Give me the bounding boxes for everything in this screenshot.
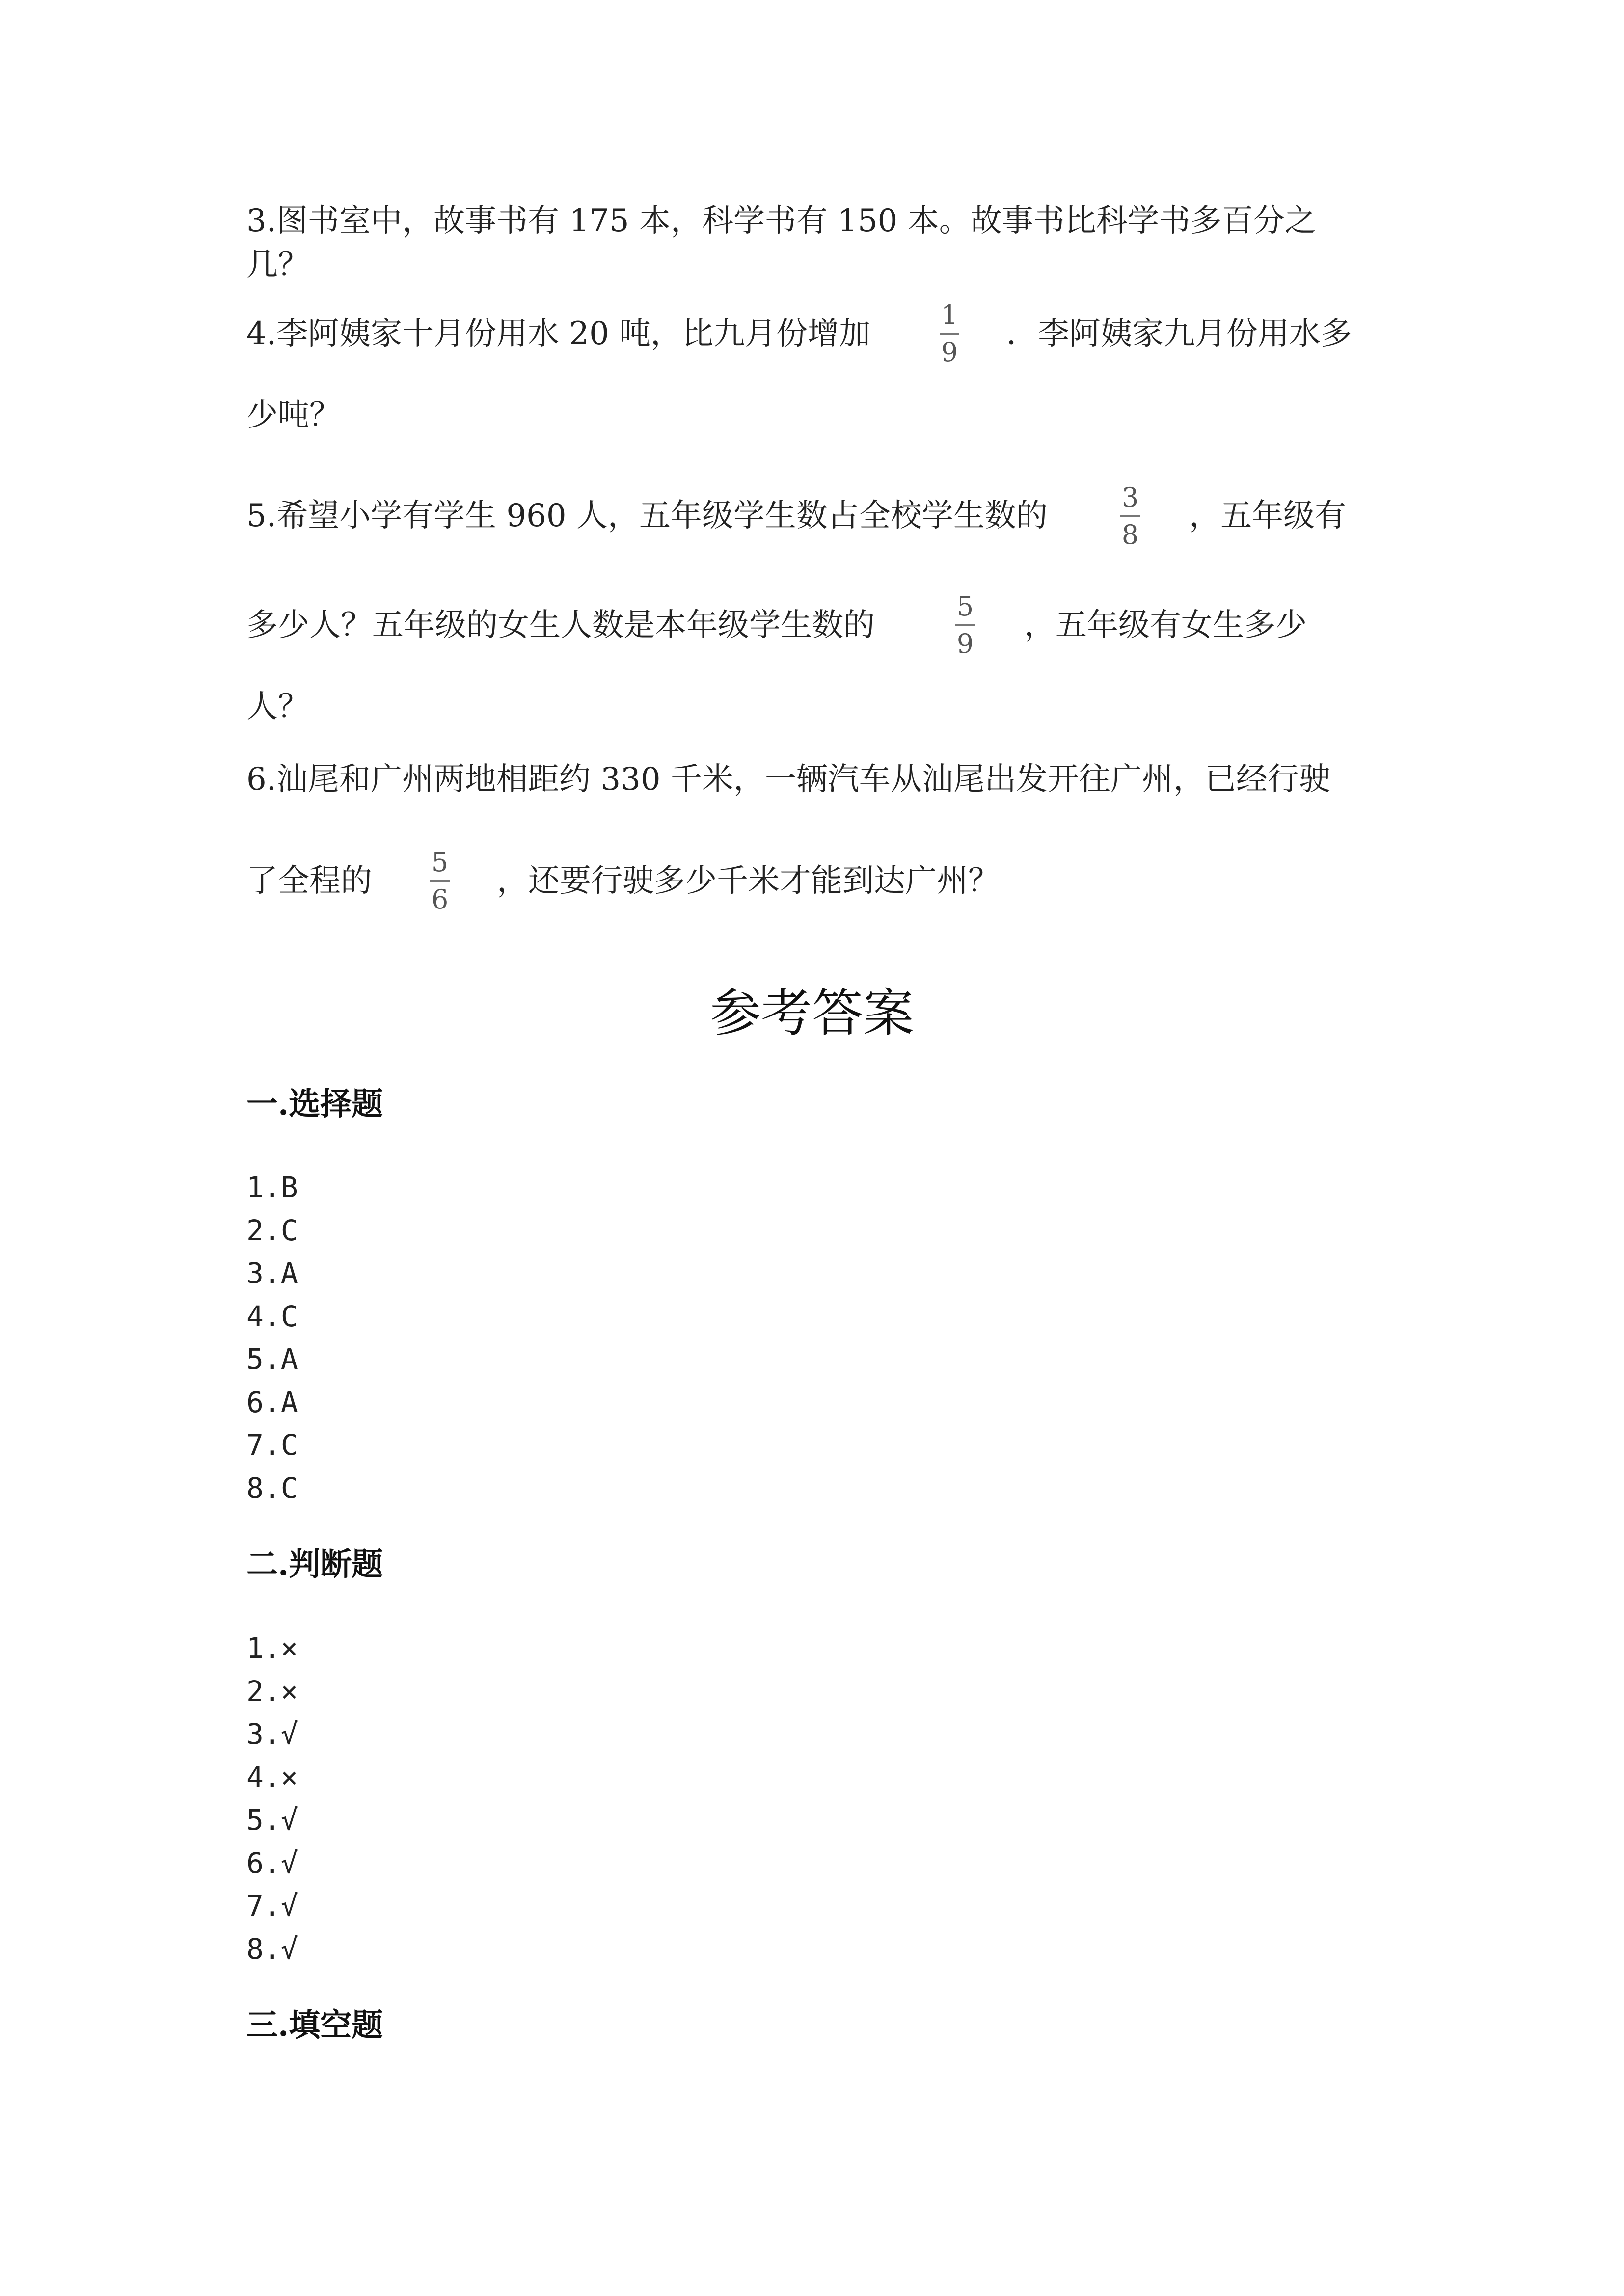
question-6-line-2a: 了全程的 [246,863,372,899]
fraction-numerator: 3 [1121,482,1139,513]
question-6-line-2b: ，还要行驶多少千米才能到达广州？ [497,863,1000,899]
fraction-bar [955,624,975,626]
fraction-denominator: 9 [941,337,958,368]
answer-item: 6.√ [246,1846,298,1880]
section-heading-fill-in-blank: 三.填空题 [246,2007,383,2044]
answer-item: 6.A [246,1385,298,1419]
question-5-line-2b: ，五年级有女生多少 [1024,607,1307,643]
answer-item: 3.√ [246,1717,298,1751]
question-5-line-2a: 多少人？五年级的女生人数是本年级学生数的 [246,607,875,643]
fraction-five-ninths [950,592,980,659]
fraction-bar [1120,515,1140,517]
question-3-line-2: 几？ [246,247,309,283]
question-3-line-1: 3.图书室中，故事书有 175 本，科学书有 150 本。故事书比科学书多百分之 [246,203,1316,239]
answer-item: 4.× [246,1760,298,1794]
fraction-five-sixths [425,848,455,914]
fraction-denominator: 8 [1121,519,1139,550]
question-4-line-1b: ．李阿姨家九月份用水多 [1006,316,1352,352]
question-4-line-1a: 4.李阿姨家十月份用水 20 吨，比九月份增加 [246,316,871,352]
question-4-line-2: 少吨？ [246,397,341,433]
answer-item: 7.C [246,1428,298,1462]
answer-item: 2.C [246,1213,298,1247]
section-heading-multiple-choice: 一.选择题 [246,1086,383,1122]
fraction-bar [940,333,959,335]
fraction-denominator: 9 [956,628,974,659]
answer-item: 2.× [246,1674,298,1708]
question-5-line-1b: ，五年级有 [1189,498,1346,534]
answer-item: 1.B [246,1171,298,1204]
fraction-numerator: 1 [941,299,958,330]
question-5-line-3: 人？ [246,689,309,725]
answer-key-title: 参考答案 [709,983,914,1043]
answer-item: 5.√ [246,1803,298,1837]
true-false-answers [246,1627,298,1971]
answer-item: 8.C [246,1471,298,1505]
fraction-numerator: 5 [956,591,974,622]
answer-item: 5.A [246,1342,298,1376]
answer-item: 8.√ [246,1932,298,1966]
fraction-three-eighths [1115,483,1145,550]
answer-item: 7.√ [246,1889,298,1922]
section-heading-true-false: 二.判断题 [246,1546,383,1583]
answer-item: 3.A [246,1256,298,1290]
question-5-line-1a: 5.希望小学有学生 960 人，五年级学生数占全校学生数的 [246,498,1048,534]
answer-item: 4.C [246,1299,298,1333]
fraction-bar [430,880,450,882]
fraction-one-ninth [935,300,964,367]
question-6-line-1: 6.汕尾和广州两地相距约 330 千米，一辆汽车从汕尾出发开往广州，已经行驶 [246,761,1330,798]
multiple-choice-answers [246,1166,298,1510]
fraction-denominator: 6 [431,884,449,915]
answer-item: 1.× [246,1631,298,1665]
fraction-numerator: 5 [431,847,449,878]
